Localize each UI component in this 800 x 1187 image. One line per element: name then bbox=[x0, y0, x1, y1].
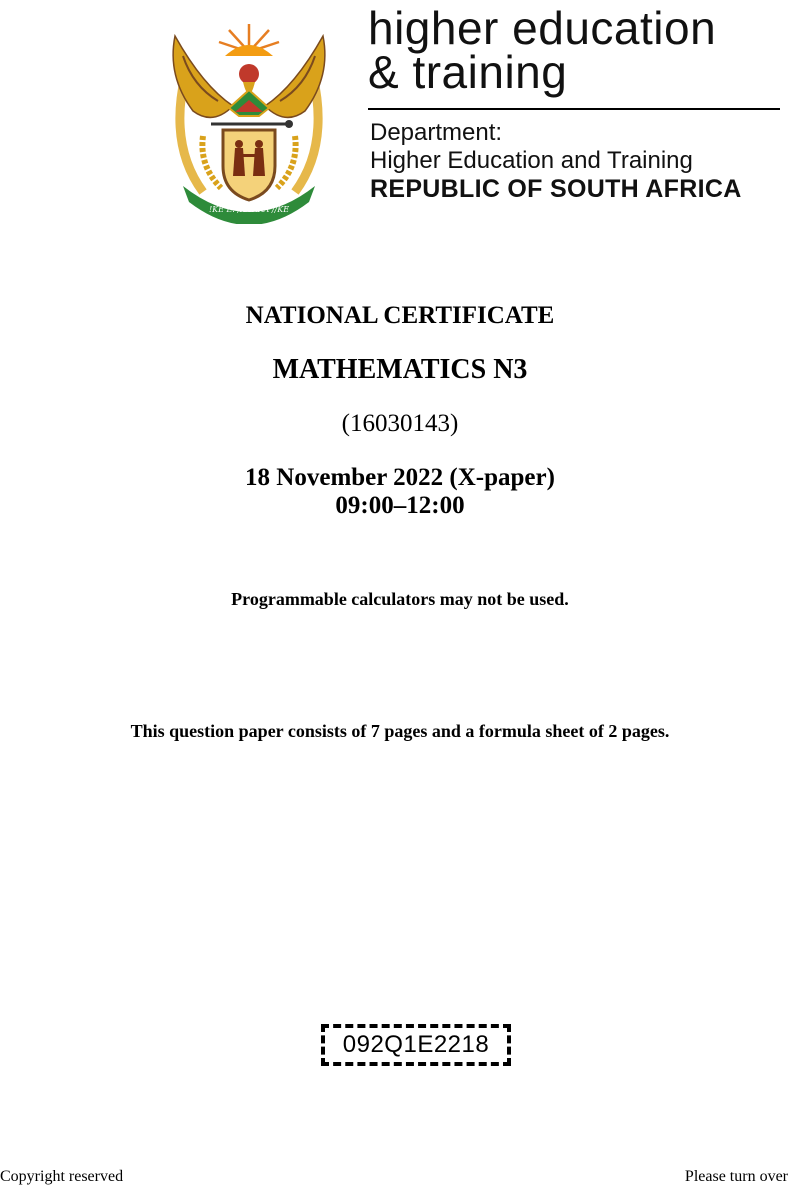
calculator-note: Programmable calculators may not be used. bbox=[231, 589, 569, 609]
subject-title: MATHEMATICS N3 bbox=[272, 354, 528, 385]
brand-line-1: higher education bbox=[368, 2, 717, 54]
pages-note: This question paper consists of 7 pages and a formula sheet of 2 pages. bbox=[130, 721, 670, 741]
department-name: Higher Education and Training bbox=[370, 147, 693, 174]
department-label: Department: bbox=[370, 119, 503, 146]
subject-code: (16030143) bbox=[341, 410, 459, 437]
header bbox=[0, 0, 800, 230]
certificate-title: NATIONAL CERTIFICATE bbox=[245, 302, 555, 329]
brand-wordmark bbox=[368, 2, 717, 98]
paper-id: 092Q1E2218 bbox=[342, 1031, 490, 1058]
paper-id-box bbox=[321, 1024, 511, 1066]
exam-date: 18 November 2022 (X-paper) bbox=[245, 464, 555, 491]
brand-line-2: & training bbox=[368, 46, 568, 98]
exam-time: 09:00–12:00 bbox=[335, 492, 465, 519]
department-block bbox=[370, 119, 742, 203]
country-name: REPUBLIC OF SOUTH AFRICA bbox=[370, 175, 742, 203]
exam-date-block bbox=[0, 464, 800, 520]
footer-copyright: Copyright reserved bbox=[0, 1168, 124, 1185]
motto-text: !KE E: /XARRA //KE bbox=[208, 205, 290, 214]
coat-of-arms-icon bbox=[163, 16, 335, 224]
footer-turn-over: Please turn over bbox=[684, 1168, 788, 1185]
brand-divider bbox=[368, 108, 780, 110]
